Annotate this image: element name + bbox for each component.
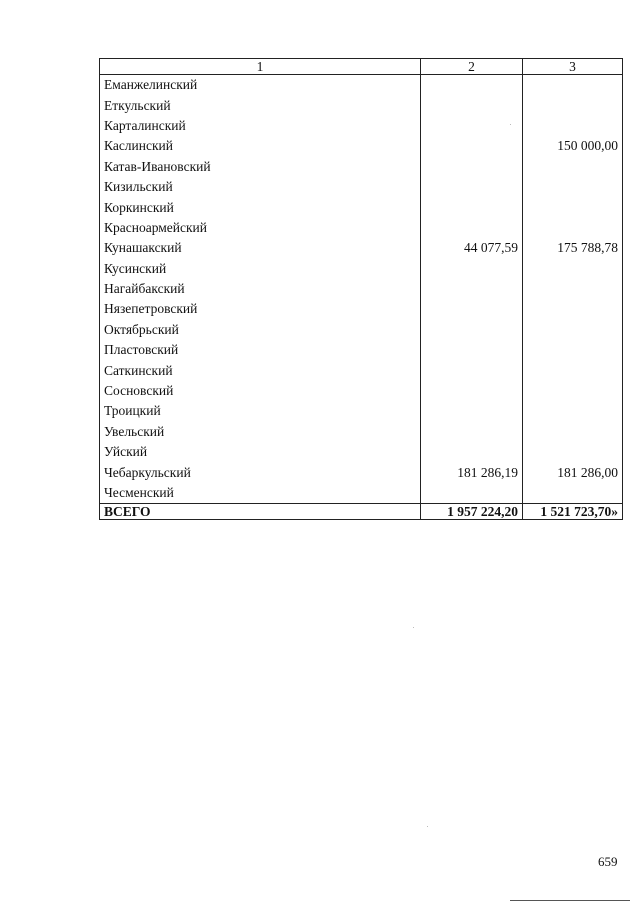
scan-speck [413, 627, 414, 628]
row-name: Кусинский [100, 259, 421, 279]
footer-line [510, 900, 630, 901]
row-name: Красноармейский [100, 218, 421, 238]
page-number: 659 [598, 854, 618, 869]
row-col-2 [421, 320, 523, 340]
row-col-2 [421, 442, 523, 462]
table-header [100, 59, 623, 75]
table-row [100, 75, 623, 96]
total-col-2: 1 957 224,20 [421, 504, 523, 520]
row-col-2 [421, 401, 523, 421]
row-name: Нязепетровский [100, 299, 421, 319]
row-name: Еманжелинский [100, 75, 421, 96]
row-col-2 [421, 218, 523, 238]
row-col-2 [421, 116, 523, 136]
row-col-3 [523, 95, 623, 115]
row-name: Октябрьский [100, 320, 421, 340]
row-col-3 [523, 442, 623, 462]
table-row [100, 218, 623, 238]
row-name: Нагайбакский [100, 279, 421, 299]
row-col-3 [523, 320, 623, 340]
total-label: ВСЕГО [100, 504, 421, 520]
row-col-3 [523, 197, 623, 217]
scan-speck [510, 124, 511, 125]
row-col-3 [523, 483, 623, 504]
table-row [100, 259, 623, 279]
row-col-3: 150 000,00 [523, 136, 623, 156]
row-col-2 [421, 483, 523, 504]
row-col-3: 181 286,00 [523, 462, 623, 482]
header-col-1: 1 [100, 59, 421, 75]
row-name: Карталинский [100, 116, 421, 136]
row-col-3 [523, 422, 623, 442]
row-col-2 [421, 95, 523, 115]
table-row [100, 95, 623, 115]
table-row [100, 340, 623, 360]
header-col-3: 3 [523, 59, 623, 75]
table-row [100, 177, 623, 197]
row-col-3 [523, 75, 623, 96]
row-col-2 [421, 422, 523, 442]
row-col-3 [523, 340, 623, 360]
row-col-3 [523, 401, 623, 421]
row-col-2 [421, 136, 523, 156]
row-col-3 [523, 381, 623, 401]
row-name: Уйский [100, 442, 421, 462]
table-row [100, 197, 623, 217]
row-col-3 [523, 177, 623, 197]
row-name: Саткинский [100, 360, 421, 380]
row-col-2 [421, 340, 523, 360]
row-name: Еткульский [100, 95, 421, 115]
table-body [100, 75, 623, 504]
row-col-2 [421, 381, 523, 401]
table-row [100, 279, 623, 299]
row-col-3 [523, 279, 623, 299]
row-col-2 [421, 75, 523, 96]
row-col-2 [421, 279, 523, 299]
table-row [100, 136, 623, 156]
scan-speck [427, 826, 428, 827]
row-col-3 [523, 360, 623, 380]
row-col-2 [421, 197, 523, 217]
row-name: Катав-Ивановский [100, 157, 421, 177]
row-name: Сосновский [100, 381, 421, 401]
row-name: Кунашакский [100, 238, 421, 258]
row-name: Каслинский [100, 136, 421, 156]
row-col-2 [421, 360, 523, 380]
table-row [100, 320, 623, 340]
table-row [100, 483, 623, 504]
row-col-3 [523, 157, 623, 177]
row-name: Пластовский [100, 340, 421, 360]
row-col-2: 44 077,59 [421, 238, 523, 258]
row-name: Увельский [100, 422, 421, 442]
row-col-3: 175 788,78 [523, 238, 623, 258]
row-col-2 [421, 157, 523, 177]
table-row [100, 299, 623, 319]
row-name: Троицкий [100, 401, 421, 421]
table-row [100, 401, 623, 421]
row-col-3 [523, 218, 623, 238]
total-row [100, 504, 623, 520]
header-col-2: 2 [421, 59, 523, 75]
row-col-3 [523, 116, 623, 136]
row-col-2 [421, 177, 523, 197]
row-name: Коркинский [100, 197, 421, 217]
row-col-2 [421, 259, 523, 279]
table-row [100, 381, 623, 401]
table-row [100, 116, 623, 136]
table-row [100, 462, 623, 482]
row-name: Кизильский [100, 177, 421, 197]
table-row [100, 238, 623, 258]
row-col-2 [421, 299, 523, 319]
table-row [100, 422, 623, 442]
row-col-3 [523, 259, 623, 279]
table-row [100, 442, 623, 462]
total-col-3: 1 521 723,70» [523, 504, 623, 520]
row-col-3 [523, 299, 623, 319]
row-name: Чебаркульский [100, 462, 421, 482]
data-table [99, 58, 623, 520]
row-name: Чесменский [100, 483, 421, 504]
row-col-2: 181 286,19 [421, 462, 523, 482]
table-row [100, 157, 623, 177]
table-row [100, 360, 623, 380]
